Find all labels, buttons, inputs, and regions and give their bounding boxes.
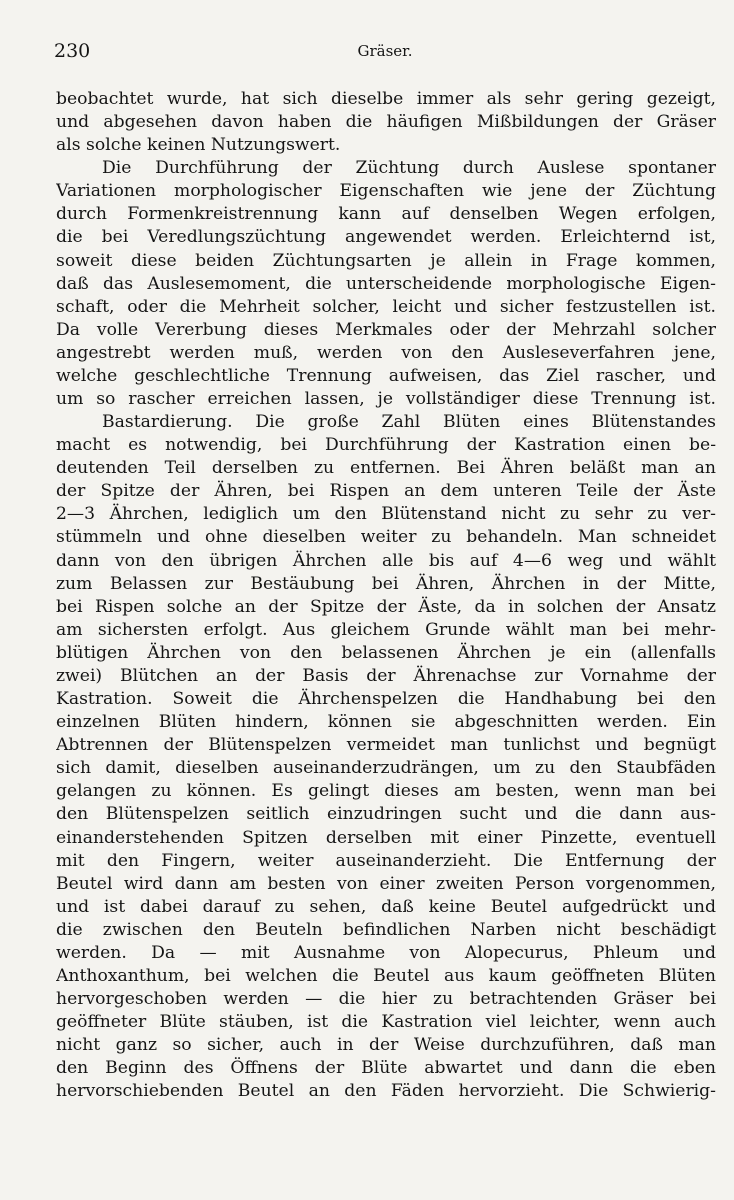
text-line: gelangen zu können. Es gelingt dieses am besten, wenn man bei <box>56 781 716 802</box>
text-line: Anthoxanthum, bei welchen die Beutel aus kaum geöffneten Blüten <box>56 965 716 986</box>
text-line: schaft, oder die Mehrheit solcher, leicht und sicher festzustellen ist. <box>56 296 716 317</box>
text-line: angestrebt werden muß, werden von den Ausleseverfahren jene, <box>56 342 716 363</box>
text-line: und abgesehen davon haben die häufigen Mißbildungen der Gräser <box>56 112 716 133</box>
page-header <box>54 40 716 70</box>
text-line: durch Formenkreistrennung kann auf denselben Wegen erfolgen, <box>56 204 716 225</box>
text-line: Die Durchführung der Züchtung durch Auslese spontaner <box>102 158 716 179</box>
text-line: hervorgeschoben werden — die hier zu betrachtenden Gräser bei <box>56 989 716 1010</box>
text-line: macht es notwendig, bei Durchführung der Kastration einen be- <box>56 435 716 456</box>
text-line: blütigen Ährchen von den belassenen Ährchen je ein (allenfalls <box>56 642 716 663</box>
text-line: Abtrennen der Blütenspelzen vermeidet man tunlichst und begnügt <box>56 735 716 756</box>
text-line: zwei) Blütchen an der Basis der Ährenachse zur Vornahme der <box>56 665 716 686</box>
text-line: mit den Fingern, weiter auseinanderzieht. Die Entfernung der <box>56 850 716 871</box>
text-line: Da volle Vererbung dieses Merkmales oder der Mehrzahl solcher <box>56 319 716 340</box>
page-number: 230 <box>54 40 91 62</box>
text-line: dann von den übrigen Ährchen alle bis auf 4—6 weg und wählt <box>56 550 716 571</box>
text-line: 2—3 Ährchen, lediglich um den Blütenstand nicht zu sehr zu ver- <box>56 504 716 525</box>
text-line: Beutel wird dann am besten von einer zweiten Person vorgenommen, <box>56 873 716 894</box>
text-line: den Blütenspelzen seitlich einzudringen sucht und die dann aus- <box>56 804 716 825</box>
text-line: Kastration. Soweit die Ährchenspelzen die Handhabung bei den <box>56 689 716 710</box>
text-line: um so rascher erreichen lassen, je vollständiger diese Trennung ist. <box>56 389 716 410</box>
text-line: soweit diese beiden Züchtungsarten je allein in Frage kommen, <box>56 250 716 271</box>
text-line: Bastardierung. Die große Zahl Blüten eines Blütenstandes <box>102 412 716 433</box>
text-line: stümmeln und ohne dieselben weiter zu behandeln. Man schneidet <box>56 527 716 548</box>
running-head: Gräser. <box>357 42 413 60</box>
text-line: zum Belassen zur Bestäubung bei Ähren, Ährchen in der Mitte, <box>56 573 716 594</box>
text-line: bei Rispen solche an der Spitze der Äste, da in solchen der Ansatz <box>56 596 716 617</box>
text-line: sich damit, dieselben auseinanderzudrängen, um zu den Staubfäden <box>56 758 716 779</box>
text-line: einanderstehenden Spitzen derselben mit einer Pinzette, eventuell <box>56 827 716 848</box>
text-line: werden. Da — mit Ausnahme von Alopecurus, Phleum und <box>56 942 716 963</box>
text-line: deutenden Teil derselben zu entfernen. Bei Ähren beläßt man an <box>56 458 716 479</box>
text-line: die bei Veredlungszüchtung angewendet werden. Erleichternd ist, <box>56 227 716 248</box>
text-line: einzelnen Blüten hindern, können sie abgeschnitten werden. Ein <box>56 712 716 733</box>
body-text <box>56 88 716 1103</box>
text-line: beobachtet wurde, hat sich dieselbe immer als sehr gering gezeigt, <box>56 89 716 109</box>
text-line: daß das Auslesemoment, die unterscheidende morphologische Eigen- <box>56 273 716 294</box>
text-line: den Beginn des Öffnens der Blüte abwartet und dann die eben <box>56 1058 716 1079</box>
text-line: am sichersten erfolgt. Aus gleichem Grunde wählt man bei mehr- <box>56 619 716 640</box>
text-line: hervorschiebenden Beutel an den Fäden hervorzieht. Die Schwierig- <box>56 1081 716 1102</box>
text-line: als solche keinen Nutzungswert. <box>56 135 341 156</box>
text-line: der Spitze der Ähren, bei Rispen an dem unteren Teile der Äste <box>56 481 716 502</box>
text-line: nicht ganz so sicher, auch in der Weise durchzuführen, daß man <box>56 1035 716 1056</box>
text-line: die zwischen den Beuteln befindlichen Narben nicht beschädigt <box>56 919 716 940</box>
text-line: und ist dabei darauf zu sehen, daß keine Beutel aufgedrückt und <box>56 896 716 917</box>
text-line: geöffneter Blüte stäuben, ist die Kastration viel leichter, wenn auch <box>56 1012 716 1033</box>
text-line: welche geschlechtliche Trennung aufweisen, das Ziel rascher, und <box>56 365 716 386</box>
text-line: Variationen morphologischer Eigenschaften wie jene der Züchtung <box>56 181 716 202</box>
